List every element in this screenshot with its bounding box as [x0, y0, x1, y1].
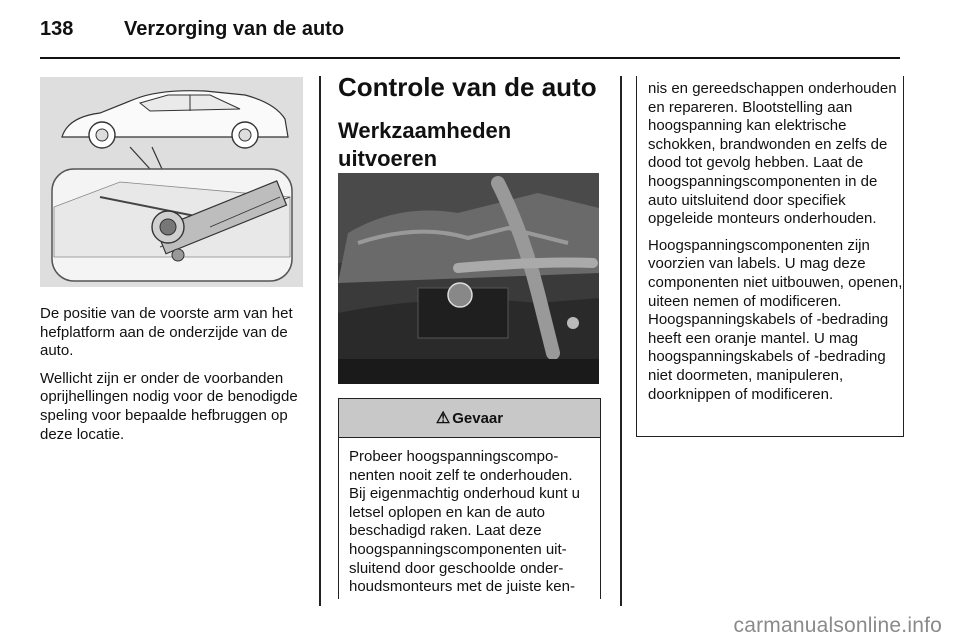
paragraph: De positie van de voorste arm van het hefplatform aan de onderzijde van de auto. — [40, 305, 293, 360]
car-lift-drawing — [40, 77, 303, 287]
page-number: 138 — [40, 18, 74, 40]
paragraph: nis en gereedschappen onderhouden en repareren. Blootstelling aan hoogspanning kan elektrische schokken, brandwonden en zelfs de dood tot gevolg hebben. Laat de hoogspanningscomponenten in de auto uitsluitend door specifiek opgeleide monteurs onderhouden. — [648, 80, 897, 228]
warning-continuation-box — [636, 76, 904, 437]
engine-bay-photo — [338, 173, 599, 384]
paragraph: Wellicht zijn er onder de voorbanden oprijhellingen nodig voor de benodigde speling voor bepaalde hefbruggen op deze locatie. — [40, 369, 298, 443]
lift-point-illustration — [40, 77, 303, 287]
danger-warning-box — [338, 398, 601, 599]
watermark: carmanualsonline.info — [733, 614, 942, 637]
page-header — [40, 10, 900, 50]
column-divider-right — [620, 76, 622, 606]
column-divider-left — [319, 76, 321, 606]
warning-title: Gevaar — [452, 409, 504, 427]
paragraph: Hoogspanningscomponenten zijn voorzien van labels. U mag deze componenten niet uitbouwen, openen, uiteen nemen of modificeren. Hoogspanningskabels of -bedrading heeft een oranje mantel. U mag hoogspanningskabels of -bedrading niet doormeten, manipuleren, doorknippen of modificeren. — [648, 236, 903, 403]
subsection-title: Werkzaamheden uitvoeren — [338, 118, 512, 171]
section-title: Controle van de auto — [338, 72, 597, 102]
left-body-text — [40, 305, 306, 453]
warning-triangle-icon: ⚠ — [435, 410, 451, 427]
engine-bay-drawing — [338, 173, 599, 384]
warning-header — [339, 399, 600, 438]
page-title: Verzorging van de auto — [124, 18, 345, 40]
warning-text: Probeer hoogspanningscomponenten nooit zelf te onderhouden. Bij eigenmachtig onderhoud kunt u letsel oplopen en kan de auto beschadigd raken. Laat deze hoogspanningscomponenten uitsluitend door geschoolde onderhoudsmonteurs met de juiste ken- — [349, 448, 580, 596]
header-divider — [40, 57, 900, 59]
